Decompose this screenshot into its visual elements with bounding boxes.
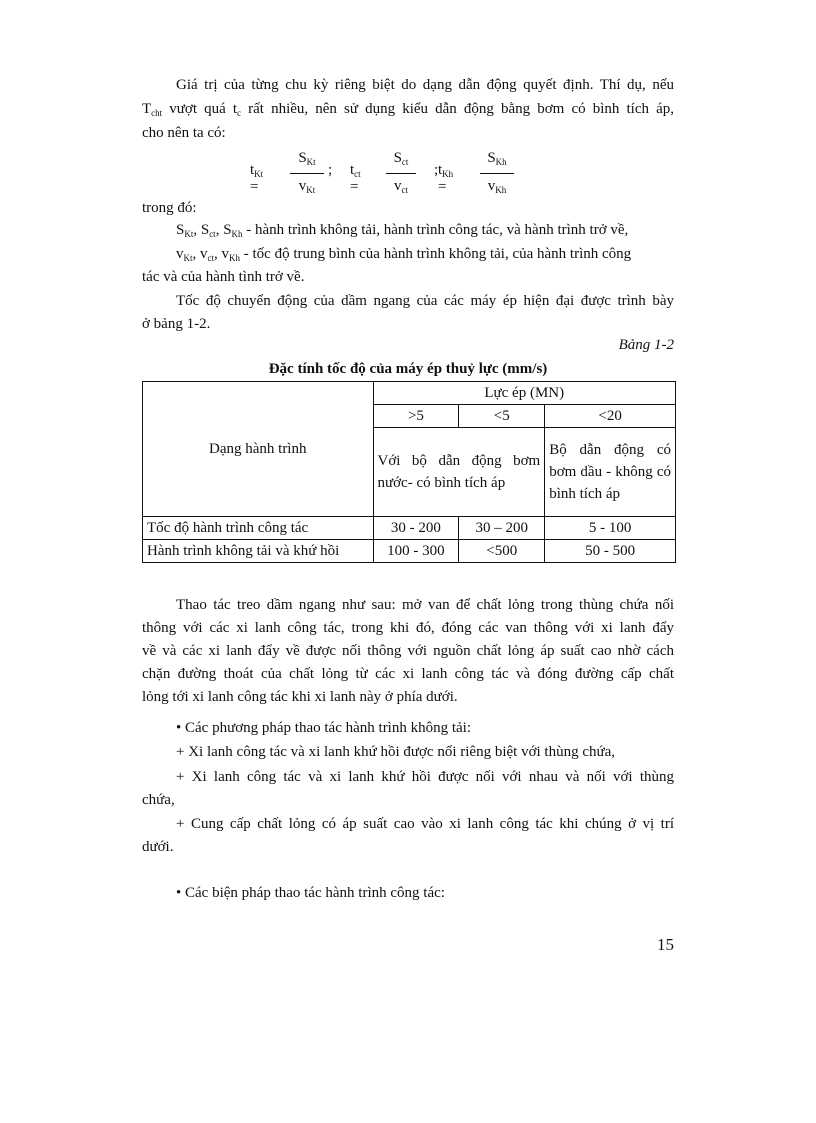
list1-item-3-cont: dưới. [142,839,174,855]
speed-time-formula: $t_{Kt}$ = $S_{Kt}$ $v_{Kt}$ ; $t_{ct}$ = $S_{ct}$ $v_{ct}$ ; $t_{Kh}$ = $S_{Kh}$ $v_{Kh}$ [250,148,570,196]
para3-line-5: lỏng tới xi lanh công tác khi xi lanh này ở phía dưới. [142,689,458,705]
drive-type-oil-pump: Bộ dẫn động có bơm dầu - không có bình tích áp [545,428,676,517]
drive-type-water-pump: Với bộ dẫn động bơm nước- có bình tích áp [373,428,545,517]
list1-item-3: + Cung cấp chất lỏng có áp suất cao vào xi lanh công tác khi chúng ở vị trí [176,816,674,832]
intro-line-3: cho nên ta có: [142,125,226,141]
bullet-icon: • [176,885,182,901]
where-v-definition-cont: tác và của hành tình trở về. [142,269,305,285]
row-label: Tốc độ hành trình công tác [143,517,374,540]
where-label: trong đó: [142,200,197,216]
table-cell: 30 - 200 [373,517,459,540]
header-stroke-type: Dạng hành trình [143,382,374,517]
list1-item-2: + Xi lanh công tác và xi lanh khứ hồi được nối với nhau và nối với thùng [176,769,674,785]
where-s-definition: $S_{Kt}$, $S_{ct}$, $S_{Kh}$ - hành trình không tải, hành trình công tác, và hành trình trở về, [176,222,629,239]
table-row [143,540,676,563]
table-caption: Bảng 1-2 [618,337,674,353]
para3-line-2: thông với các xi lanh công tác, trong khi đó, đóng các van thông với xi lanh đẩy [142,620,674,636]
list1-heading: • Các phương pháp thao tác hành trình không tải: [176,720,472,736]
table-row [143,517,676,540]
para2-line-2: ở bảng 1-2. [142,316,211,332]
where-v-definition: $v_{Kt}$, $v_{ct}$, $v_{Kh}$ - tốc độ trung bình của hành trình không tải, của hành trình công [176,246,632,263]
intro-line-1: Giá trị của từng chu kỳ riêng biệt do dạng dẫn động quyết định. Thí dụ, nếu [176,77,674,93]
header-force-group: Lực ép (MN) [373,382,676,405]
list1-item-1: + Xi lanh công tác và xi lanh khứ hồi được nối riêng biệt với thùng chứa, [176,744,616,760]
subheader-lt20: <20 [545,405,676,428]
table-title: Đặc tính tốc độ của máy ép thuỷ lực (mm/s) [268,361,548,377]
para3-line-3: về và các xi lanh đẩy về được nối thông với nguồn chất lỏng áp suất cao nhờ cách [142,643,674,659]
speed-characteristics-table [142,381,676,563]
para2-line-1: Tốc độ chuyển động của dầm ngang của các máy ép hiện đại được trình bày [176,293,674,309]
table-cell: 50 - 500 [545,540,676,563]
row-label: Hành trình không tải và khứ hồi [143,540,374,563]
page-number: 15 [657,935,674,954]
subheader-gt5: >5 [373,405,459,428]
subheader-lt5: <5 [459,405,545,428]
list1-item-2-cont: chứa, [142,792,175,808]
para3-line-4: chặn đường thoát của chất lỏng từ các xi lanh công tác và đóng đường cấp chất [142,666,674,682]
table-cell: 100 - 300 [373,540,459,563]
para3-line-1: Thao tác treo dầm ngang như sau: mở van để chất lỏng trong thùng chứa nối [176,597,674,613]
table-cell: <500 [459,540,545,563]
list2-heading: • Các biện pháp thao tác hành trình công tác: [176,885,445,901]
intro-line-2: $T_{cht}$ vượt quá $t_c$ rất nhiều, nên sử dụng kiểu dẫn động bằng bơm có bình tích áp, [142,101,674,118]
table-cell: 5 - 100 [545,517,676,540]
table-cell: 30 – 200 [459,517,545,540]
bullet-icon: • [176,720,182,736]
